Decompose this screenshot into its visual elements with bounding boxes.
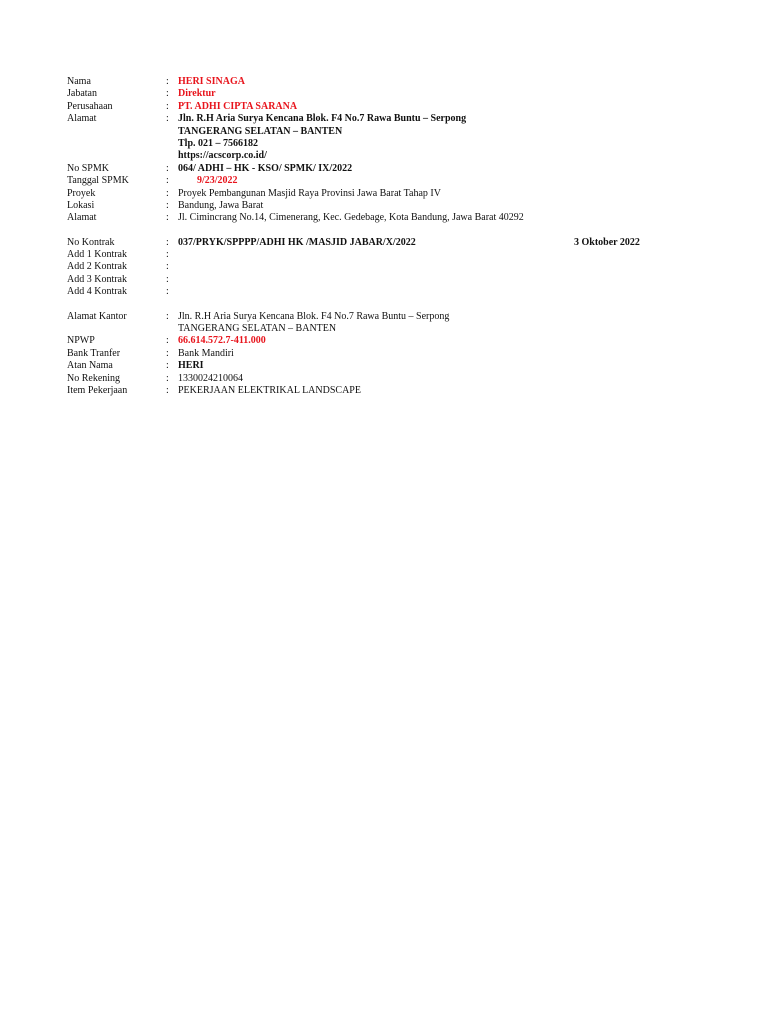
field-separator: : bbox=[166, 261, 169, 273]
field-value-alamat-kantor: Jln. R.H Aria Surya Kencana Blok. F4 No.7 Rawa Buntu – Serpong bbox=[178, 310, 450, 322]
row-add-3-kontrak bbox=[67, 274, 707, 286]
field-value-bank: Bank Mandiri bbox=[178, 347, 234, 359]
document-sheet bbox=[67, 76, 707, 397]
field-label: No SPMK bbox=[67, 162, 109, 174]
row-add-1-kontrak bbox=[67, 249, 707, 261]
field-label: Jabatan bbox=[67, 88, 97, 100]
field-label: Alamat bbox=[67, 212, 97, 224]
field-separator: : bbox=[166, 286, 169, 298]
row-lokasi bbox=[67, 200, 707, 212]
field-label: Add 1 Kontrak bbox=[67, 249, 127, 261]
field-value-item-pekerjaan: PEKERJAAN ELEKTRIKAL LANDSCAPE bbox=[178, 384, 361, 396]
field-label: Perusahaan bbox=[67, 100, 113, 112]
field-value-website: https://acscorp.co.id/ bbox=[178, 150, 267, 162]
field-value-telepon: Tlp. 021 – 7566182 bbox=[178, 137, 259, 149]
field-label: No Kontrak bbox=[67, 236, 115, 248]
row-alamat-line2 bbox=[67, 126, 707, 138]
row-jabatan bbox=[67, 88, 707, 100]
field-separator: : bbox=[166, 372, 169, 384]
field-label: Proyek bbox=[67, 187, 96, 199]
field-separator: : bbox=[166, 88, 169, 100]
field-label: NPWP bbox=[67, 335, 95, 347]
field-label: Item Pekerjaan bbox=[67, 384, 128, 396]
field-separator: : bbox=[166, 199, 169, 211]
field-value-no-rekening: 1330024210064 bbox=[178, 372, 243, 384]
field-separator: : bbox=[166, 162, 169, 174]
row-nama bbox=[67, 76, 707, 88]
field-label: Bank Tranfer bbox=[67, 347, 121, 359]
field-separator: : bbox=[166, 175, 169, 187]
field-separator: : bbox=[166, 100, 169, 112]
row-tanggal-spmk bbox=[67, 175, 707, 187]
spacer bbox=[67, 225, 707, 237]
field-value-tanggal-spmk: 9/23/2022 bbox=[197, 175, 238, 187]
row-npwp bbox=[67, 335, 707, 347]
field-value-no-spmk: 064/ ADHI – HK - KSO/ SPMK/ IX/2022 bbox=[178, 162, 353, 174]
field-label: Alamat Kantor bbox=[67, 310, 127, 322]
field-separator: : bbox=[166, 310, 169, 322]
row-alamat-kantor-line2 bbox=[67, 323, 707, 335]
field-separator: : bbox=[166, 360, 169, 372]
field-separator: : bbox=[166, 76, 169, 87]
field-label: Alamat bbox=[67, 113, 97, 125]
field-value-atan-nama: HERI bbox=[178, 360, 204, 372]
field-separator: : bbox=[166, 249, 169, 261]
field-separator: : bbox=[166, 212, 169, 224]
field-separator: : bbox=[166, 384, 169, 396]
row-alamat-kantor bbox=[67, 311, 707, 323]
row-no-kontrak bbox=[67, 237, 707, 249]
row-proyek bbox=[67, 188, 707, 200]
row-item-pekerjaan bbox=[67, 385, 707, 397]
field-value-alamat: Jln. R.H Aria Surya Kencana Blok. F4 No.7 Rawa Buntu – Serpong bbox=[178, 113, 467, 125]
field-separator: : bbox=[166, 113, 169, 125]
field-value-alamat-kantor-line2: TANGERANG SELATAN – BANTEN bbox=[178, 323, 337, 335]
field-label: Lokasi bbox=[67, 199, 95, 211]
field-separator: : bbox=[166, 273, 169, 285]
field-label: Add 4 Kontrak bbox=[67, 286, 127, 298]
field-value-alamat-line2: TANGERANG SELATAN – BANTEN bbox=[178, 125, 343, 137]
row-no-rekening bbox=[67, 373, 707, 385]
row-add-2-kontrak bbox=[67, 261, 707, 273]
row-alamat-proyek bbox=[67, 212, 707, 224]
row-perusahaan bbox=[67, 101, 707, 113]
field-label: Nama bbox=[67, 76, 91, 87]
row-telepon bbox=[67, 138, 707, 150]
field-label: Add 2 Kontrak bbox=[67, 261, 127, 273]
field-separator: : bbox=[166, 347, 169, 359]
row-no-spmk bbox=[67, 163, 707, 175]
field-value-npwp: 66.614.572.7-411.000 bbox=[178, 335, 266, 347]
field-value-proyek: Proyek Pembangunan Masjid Raya Provinsi Jawa Barat Tahap IV bbox=[178, 187, 441, 199]
field-label: Add 3 Kontrak bbox=[67, 273, 127, 285]
field-separator: : bbox=[166, 187, 169, 199]
field-value-jabatan: Direktur bbox=[178, 88, 216, 100]
field-value-perusahaan: PT. ADHI CIPTA SARANA bbox=[178, 100, 298, 112]
field-label: Atan Nama bbox=[67, 360, 113, 372]
row-add-4-kontrak bbox=[67, 286, 707, 298]
field-value-nama: HERI SINAGA bbox=[178, 76, 245, 87]
field-separator: : bbox=[166, 335, 169, 347]
field-label: No Rekening bbox=[67, 372, 121, 384]
field-separator: : bbox=[166, 236, 169, 248]
row-website bbox=[67, 150, 707, 162]
spacer bbox=[67, 299, 707, 311]
row-atan-nama bbox=[67, 360, 707, 372]
field-value-lokasi: Bandung, Jawa Barat bbox=[178, 199, 264, 211]
field-value-no-kontrak: 037/PRYK/SPPPP/ADHI HK /MASJID JABAR/X/2022 bbox=[178, 236, 416, 248]
field-value-alamat-proyek: Jl. Cimincrang No.14, Cimenerang, Kec. Gedebage, Kota Bandung, Jawa Barat 40292 bbox=[178, 212, 524, 224]
field-value-tanggal-kontrak: 3 Oktober 2022 bbox=[574, 236, 640, 248]
field-label: Tanggal SPMK bbox=[67, 175, 129, 187]
row-alamat bbox=[67, 113, 707, 125]
row-bank-tranfer bbox=[67, 348, 707, 360]
